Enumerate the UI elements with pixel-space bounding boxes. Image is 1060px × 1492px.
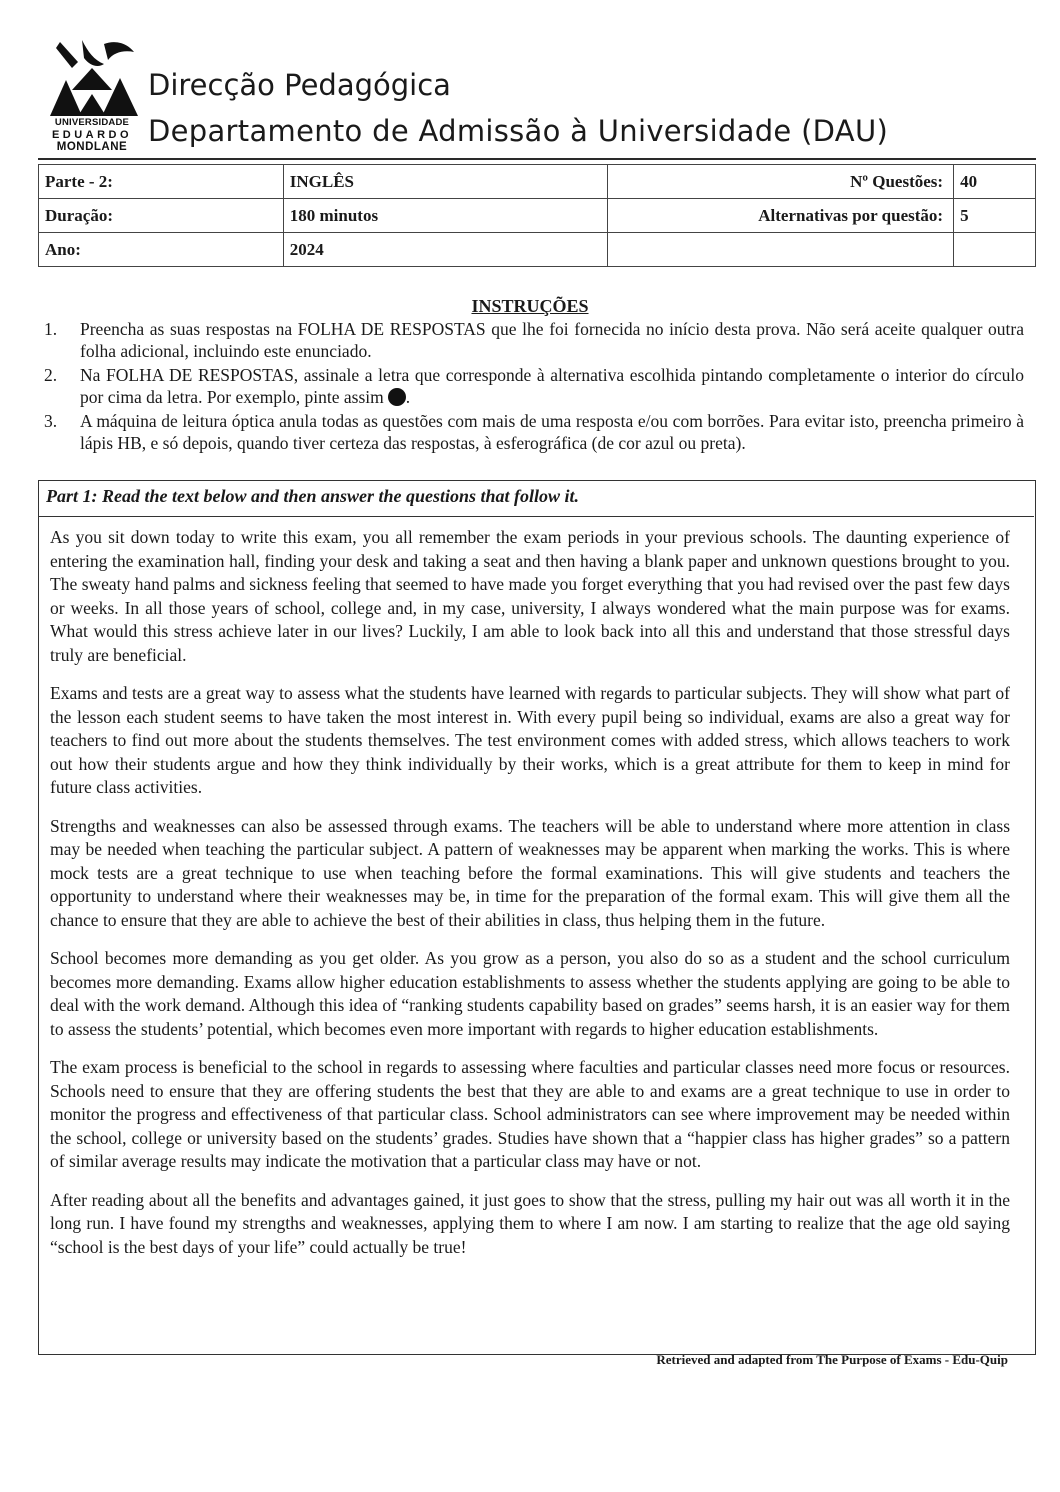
ano-label: Ano: [39, 233, 284, 267]
part-title: Part 1: Read the text below and then answer the questions that follow it. [46, 486, 580, 506]
duracao-label: Duração: [39, 199, 284, 233]
instruction-item [44, 364, 1024, 408]
questoes-label: Nº Questões: [608, 165, 954, 199]
logo-line-mondlane: MONDLANE [56, 141, 128, 153]
empty-cell [954, 233, 1036, 267]
university-logo [42, 38, 142, 160]
instruction-item [44, 318, 1024, 362]
instruction-text: A máquina de leitura óptica anula todas as questões com mais de uma resposta e/ou com borrões. Para evitar isto, preencha primeiro à lápis HB, e só depois, quando tiver certeza das respostas, à esferográfica (de cor azul ou preta). [80, 411, 1024, 453]
instruction-tail: . [405, 387, 411, 407]
instruction-text: Preencha as suas respostas na FOLHA DE RESPOSTAS que lhe foi fornecida no início desta prova. Não será aceite qualquer outra folha adicional, incluindo este enunciado. [80, 319, 1024, 361]
table-row [39, 199, 1036, 233]
alternativas-label: Alternativas por questão: [608, 199, 954, 233]
parte-label: Parte - 2: [39, 165, 284, 199]
questoes-value: 40 [954, 165, 1036, 199]
logo-line-eduardo: EDUARDO [51, 129, 133, 141]
instructions-list [44, 318, 1024, 456]
duracao-value: 180 minutos [283, 199, 608, 233]
reading-text [50, 526, 1010, 1274]
paragraph: Exams and tests are a great way to assess what the students have learned with regards to particular subjects. They will show what part of the lesson each student seems to have taken the most interest in. With every pupil being so individual, exams are also a great way for teachers to find out more about the students themselves. The test environment comes with added stress, which allows teachers to work out how their students argue and how they think individually by their works, which is a great attribute for them to keep in mind for future class activities. [50, 683, 1010, 797]
paragraph: Strengths and weaknesses can also be assessed through exams. The teachers will be able to understand where more attention in class may be needed when teaching the particular subject. A pattern of weaknesses may be apparent when marking the works. This is where mock tests are a great technique to use when teaching before the formal examinations. This will give students and teachers the opportunity to understand where their weaknesses may be, in time for the preparation of the formal exam. This will give them all the chance to ensure that they are able to achieve the best of their abilities in class, thus helping them in the future. [50, 815, 1010, 930]
paragraph: As you sit down today to write this exam, you all remember the exam periods in your previous schools. The daunting experience of entering the examination hall, finding your desk and taking a seat and then having a blank paper and unknown questions brought to you. The sweaty hand palms and sickness feeling that seemed to have made you forget everything that you had revised over the past few days or weeks. In all those years of school, college and, in my case, university, I always wondered what the main purpose was for exams. What would this stress achieve later in our lives? Luckily, I am able to look back into all this and understand that those stressful days truly are beneficial. [50, 527, 1010, 665]
exam-info-table [38, 164, 1036, 267]
source-citation: Retrieved and adapted from The Purpose of Exams - Edu-Quip [656, 1352, 1008, 1367]
instruction-item [44, 410, 1024, 454]
part-header [38, 480, 1034, 517]
header-title: Direcção Pedagógica [148, 68, 451, 102]
paragraph: After reading about all the benefits and advantages gained, it just goes to show that the stress, pulling my hair out was all worth it in the long run. I have found my strengths and weaknesses, applying them to where I am now. I am starting to realize that the age old saying “school is the best days of your life” could actually be true! [50, 1189, 1010, 1257]
filled-circle-icon [388, 388, 406, 406]
logo-line-university: UNIVERSIDADE [54, 117, 130, 128]
empty-cell [608, 233, 954, 267]
paragraph: The exam process is beneficial to the school in regards to assessing where faculties and particular classes need more focus or resources. Schools need to ensure that they are offering students the best that they are able to and exams are a great technique to use in order to monitor the progress and effectiveness of that particular class. School administrators can see where improvement may be needed within the school, college or university based on the students’ grades. Studies have shown that a “happier class has higher grades” so a pattern of similar average results may indicate the motivation that a particular class may have or not. [50, 1057, 1010, 1171]
header-subtitle: Departamento de Admissão à Universidade (DAU) [148, 114, 889, 148]
instruction-number: 1. [44, 319, 58, 339]
logo-emblem-icon [42, 38, 142, 118]
paragraph: School becomes more demanding as you get older. As you grow as a person, you also do so as a student and the school curriculum becomes more demanding. Exams allow higher education establishments to assess whether the students applying are going to be able to deal with the work demand. Although this idea of “ranking students capability based on grades” seems harsh, it is an easier way for them to assess the students’ potential, which becomes even more important with regards to higher education establishments. [50, 948, 1010, 1039]
instruction-number: 3. [44, 411, 58, 431]
instruction-number: 2. [44, 365, 58, 385]
table-row [39, 233, 1036, 267]
instructions-title: INSTRUÇÕES [471, 296, 589, 316]
instruction-text: Na FOLHA DE RESPOSTAS, assinale a letra que corresponde à alternativa escolhida pintando completamente o interior do círculo por cima da letra. Por exemplo, pinte assim [80, 365, 1024, 407]
alternativas-value: 5 [954, 199, 1036, 233]
header-divider [38, 158, 1036, 160]
ano-value: 2024 [283, 233, 608, 267]
parte-value: INGLÊS [283, 165, 608, 199]
table-row [39, 165, 1036, 199]
